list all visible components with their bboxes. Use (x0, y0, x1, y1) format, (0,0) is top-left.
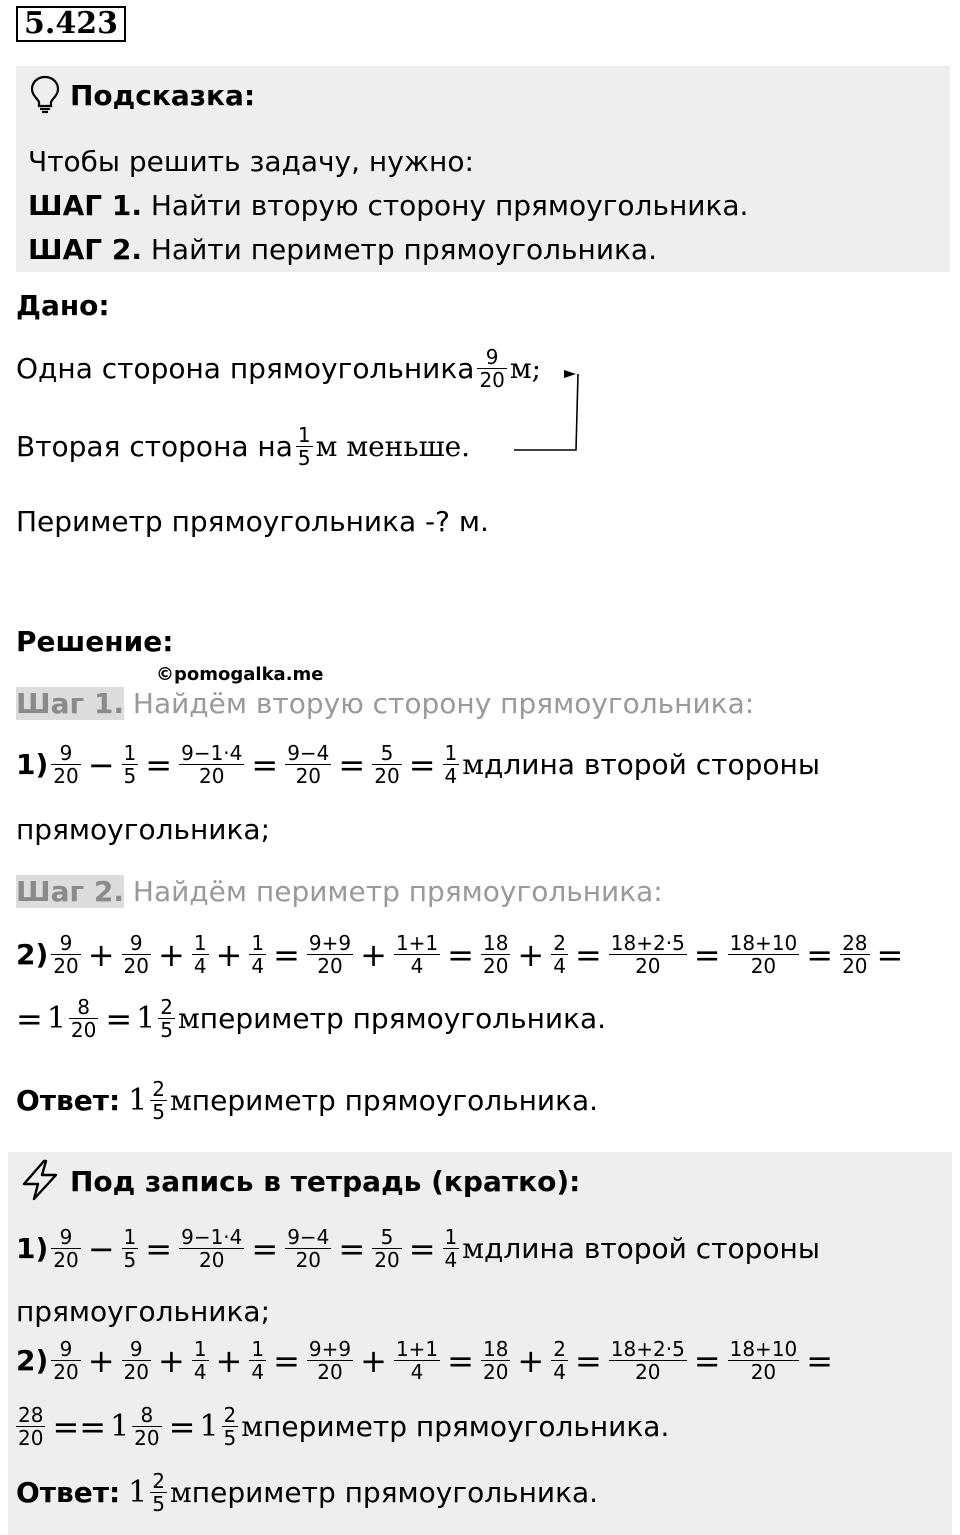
solution-item-2 (16, 932, 907, 977)
fraction: $\frac{9}{20}$ (479, 345, 505, 392)
fraction: $\frac{9}{20}$ (53, 1337, 79, 1384)
given-line-2 (16, 424, 470, 469)
answer-label: Ответ: (16, 1083, 121, 1117)
fraction: $\frac{1}{4}$ (193, 1337, 207, 1384)
item-number: 2) (16, 1343, 49, 1377)
equals-sign: = (806, 1341, 834, 1380)
unit: м (462, 747, 485, 781)
fraction: $\frac{1+1}{4}$ (395, 1337, 439, 1384)
fraction: $\frac{18+10}{20}$ (729, 1337, 798, 1384)
fraction: $\frac{18+2\cdot 5}{20}$ (610, 931, 685, 978)
solution-item-2-cont (16, 996, 606, 1041)
whole-part: 1 (128, 1082, 148, 1118)
given-line-3: Периметр прямоугольника -? м. (16, 505, 489, 538)
plus-sign: + (87, 935, 115, 974)
plus-sign: + (215, 935, 243, 974)
whole-part: 1 (110, 1408, 130, 1444)
equals-sign: = (408, 745, 436, 784)
fraction: $\frac{1}{5}$ (123, 1225, 137, 1272)
answer-tail: периметр прямоугольника. (191, 1083, 599, 1117)
step-1-text: Найдём вторую сторону прямоугольника: (123, 687, 755, 720)
lightbulb-icon (28, 74, 62, 114)
equals-sign: = (251, 1229, 279, 1268)
fraction: $\frac{2}{4}$ (553, 1337, 566, 1384)
fraction: $\frac{28}{20}$ (842, 931, 868, 978)
problem-number: 5.423 (16, 6, 126, 42)
hint-step-1-text: Найти вторую сторону прямоугольника. (141, 189, 749, 222)
equals-sign: = (693, 935, 721, 974)
equals-sign: = (693, 1341, 721, 1380)
fraction: $\frac{8}{20}$ (134, 1403, 160, 1450)
equals-sign: = (338, 745, 366, 784)
fraction: $\frac{1+1}{4}$ (395, 931, 439, 978)
equals-sign: = (273, 1341, 300, 1380)
fraction: $\frac{1}{4}$ (251, 1337, 265, 1384)
fraction: $\frac{9}{20}$ (53, 741, 79, 788)
equals-sign: = (574, 935, 602, 974)
fraction: $\frac{18}{20}$ (482, 1337, 509, 1384)
item-number: 1) (16, 747, 49, 781)
fraction: $\frac{1}{4}$ (444, 1225, 458, 1272)
notebook-title: Под запись в тетрадь (кратко): (70, 1165, 581, 1198)
plus-sign: + (360, 1341, 387, 1380)
item-number: 1) (16, 1231, 49, 1265)
whole-part: 1 (136, 1000, 156, 1036)
fraction: $\frac{5}{20}$ (374, 1225, 400, 1272)
fraction: $\frac{9+9}{20}$ (308, 931, 352, 978)
answer-tail: периметр прямоугольника. (191, 1475, 599, 1509)
plus-sign: + (158, 935, 185, 974)
lightning-icon (18, 1158, 62, 1202)
solution-title: Решение: (16, 625, 174, 658)
given-title: Дано: (16, 289, 110, 322)
notebook-item-1-cont: прямоугольника; (16, 1295, 270, 1328)
fraction: $\frac{2}{5}$ (160, 995, 173, 1042)
answer-line (16, 1078, 598, 1123)
fraction: $\frac{9}{20}$ (53, 931, 79, 978)
item-1-tail: длина второй стороны (484, 1231, 820, 1265)
item-1-tail: длина второй стороны (484, 747, 820, 781)
item-2-tail: периметр прямоугольника. (263, 1409, 670, 1443)
equals-sign: = (447, 1341, 474, 1380)
fraction: $\frac{1}{5}$ (297, 423, 311, 470)
hint-step-1 (28, 188, 748, 224)
hint-intro: Чтобы решить задачу, нужно: (28, 145, 474, 178)
equals-sign: = (105, 999, 133, 1038)
hint-step-2-text: Найти периметр прямоугольника. (141, 233, 657, 266)
equals-sign: = (145, 1229, 173, 1268)
notebook-item-2 (16, 1338, 837, 1383)
unit: м (170, 1083, 192, 1117)
solution-step-1 (16, 686, 754, 722)
whole-part: 1 (46, 1000, 66, 1036)
fraction: $\frac{5}{20}$ (374, 741, 400, 788)
equals-sign: = (574, 1341, 602, 1380)
fraction: $\frac{18+2\cdot 5}{20}$ (610, 1337, 685, 1384)
fraction: $\frac{1}{4}$ (193, 931, 207, 978)
step-2-text: Найдём периметр прямоугольника: (123, 875, 663, 908)
unit: м (462, 1231, 485, 1265)
watermark: ©pomogalka.me (156, 664, 324, 685)
minus-sign: − (87, 745, 115, 784)
equals-sign: = (806, 935, 834, 974)
fraction: $\frac{2}{5}$ (152, 1077, 165, 1124)
solution-step-2 (16, 874, 663, 910)
fraction: $\frac{2}{5}$ (223, 1403, 237, 1450)
equals-sign: = (338, 1229, 366, 1268)
fraction: $\frac{9-1\cdot 4}{20}$ (181, 1225, 243, 1272)
fraction: $\frac{8}{20}$ (70, 995, 97, 1042)
equals-sign: = (145, 745, 173, 784)
hint-step-2-label: ШАГ 2. (28, 233, 142, 266)
given-line-1 (16, 346, 541, 391)
connector-arrow (510, 364, 590, 456)
equals-sign: = (408, 1229, 436, 1268)
hint-title: Подсказка: (70, 79, 256, 112)
step-2-label: Шаг 2. (16, 875, 124, 908)
equals-sign: = (876, 935, 904, 974)
equals-sign: = (168, 1407, 196, 1446)
item-2-tail: периметр прямоугольника. (199, 1001, 607, 1035)
unit: м (241, 1409, 264, 1443)
plus-sign: + (158, 1341, 185, 1380)
whole-part: 1 (199, 1408, 219, 1444)
plus-sign: + (215, 1341, 243, 1380)
given-line-1-unit: м; (509, 351, 542, 385)
given-line-1-text: Одна сторона прямоугольника (16, 351, 475, 385)
given-line-2-unit: м меньше. (315, 429, 471, 463)
fraction: $\frac{1}{4}$ (444, 741, 458, 788)
notebook-answer-line (16, 1470, 598, 1515)
plus-sign: + (517, 1341, 545, 1380)
fraction: $\frac{9-1\cdot 4}{20}$ (181, 741, 243, 788)
fraction: $\frac{28}{20}$ (18, 1403, 44, 1450)
plus-sign: + (517, 935, 545, 974)
fraction: $\frac{9}{20}$ (53, 1225, 79, 1272)
fraction: $\frac{9-4}{20}$ (287, 741, 330, 788)
double-equals-sign: == (52, 1407, 107, 1446)
solution-item-1-cont: прямоугольника; (16, 813, 270, 846)
step-1-label: Шаг 1. (16, 687, 124, 720)
plus-sign: + (87, 1341, 115, 1380)
unit: м (170, 1475, 192, 1509)
minus-sign: − (87, 1229, 115, 1268)
fraction: $\frac{2}{4}$ (553, 931, 566, 978)
fraction: $\frac{9+9}{20}$ (308, 1337, 352, 1384)
fraction: $\frac{2}{5}$ (152, 1469, 165, 1516)
whole-part: 1 (128, 1474, 148, 1510)
fraction: $\frac{9-4}{20}$ (287, 1225, 330, 1272)
answer-label: Ответ: (16, 1475, 121, 1509)
hint-step-2 (28, 232, 657, 268)
plus-sign: + (360, 935, 387, 974)
equals-sign: = (251, 745, 279, 784)
fraction: $\frac{9}{20}$ (123, 931, 149, 978)
fraction: $\frac{1}{4}$ (251, 931, 265, 978)
fraction: $\frac{9}{20}$ (123, 1337, 149, 1384)
equals-sign: = (16, 999, 43, 1038)
equals-sign: = (447, 935, 474, 974)
solution-item-1 (16, 742, 820, 787)
fraction: $\frac{1}{5}$ (123, 741, 137, 788)
fraction: $\frac{18}{20}$ (482, 931, 509, 978)
fraction: $\frac{18+10}{20}$ (729, 931, 798, 978)
given-line-2-text: Вторая сторона на (16, 429, 293, 463)
equals-sign: = (273, 935, 300, 974)
notebook-item-1 (16, 1226, 820, 1271)
notebook-item-2-cont (16, 1404, 669, 1449)
unit: м (178, 1001, 200, 1035)
item-number: 2) (16, 937, 49, 971)
hint-step-1-label: ШАГ 1. (28, 189, 142, 222)
